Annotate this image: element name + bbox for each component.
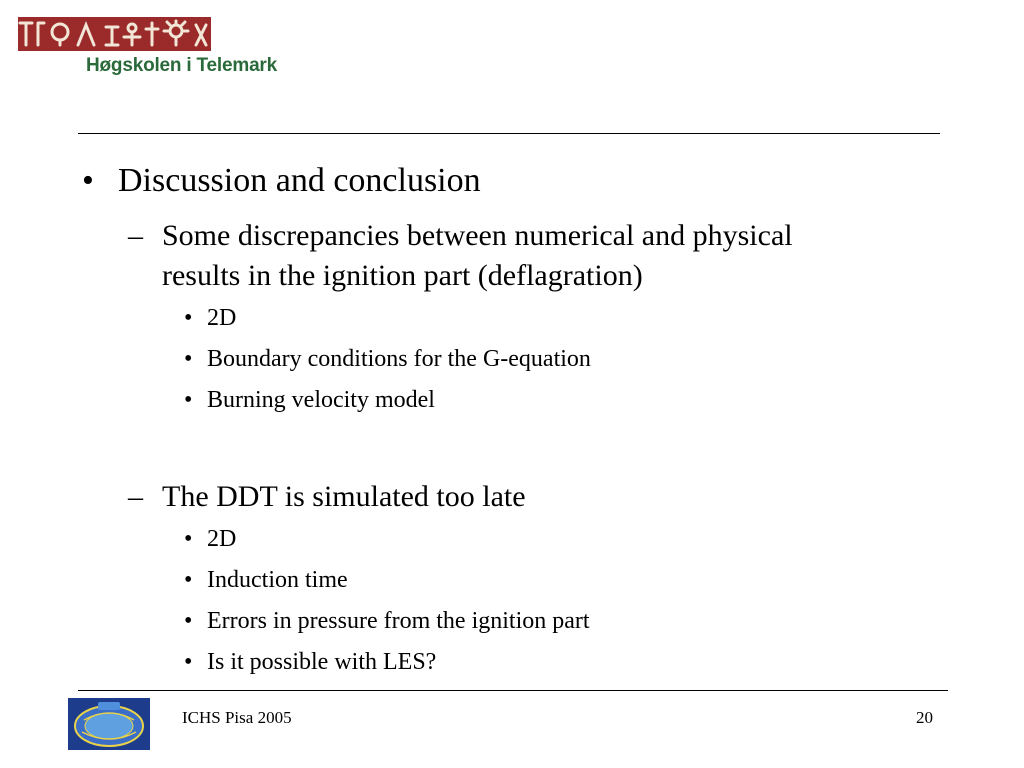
bullet-marker: • xyxy=(184,346,193,372)
list-item: Errors in pressure from the ignition part xyxy=(207,608,590,634)
list-item: 2D xyxy=(207,305,237,331)
list-item: Induction time xyxy=(207,567,348,593)
dash-marker: – xyxy=(128,219,143,252)
list-item: 2D xyxy=(207,526,237,552)
list-item: Is it possible with LES? xyxy=(207,649,437,675)
list-item: Burning velocity model xyxy=(207,387,435,413)
footer-divider xyxy=(78,690,948,691)
footer-conference: ICHS Pisa 2005 xyxy=(182,708,292,727)
conference-logo xyxy=(68,698,150,750)
bullet-marker: • xyxy=(184,305,193,331)
university-name: Høgskolen i Telemark xyxy=(86,55,277,76)
bullet-marker: • xyxy=(184,387,193,413)
bullet-marker: • xyxy=(184,526,193,552)
bullet-marker: • xyxy=(184,649,193,675)
bullet-marker: • xyxy=(184,608,193,634)
section-title: Some discrepancies between numerical and physical xyxy=(162,219,793,252)
section-title-continued: results in the ignition part (deflagration) xyxy=(162,259,643,292)
conference-emblem-icon xyxy=(68,698,150,750)
bullet-marker: • xyxy=(184,567,193,593)
page-number: 20 xyxy=(916,708,933,727)
slide-heading: Discussion and conclusion xyxy=(118,162,481,199)
list-item: Boundary conditions for the G-equation xyxy=(207,346,591,372)
section-title: The DDT is simulated too late xyxy=(162,480,526,513)
bullet-marker: • xyxy=(82,162,94,199)
dash-marker: – xyxy=(128,480,143,513)
